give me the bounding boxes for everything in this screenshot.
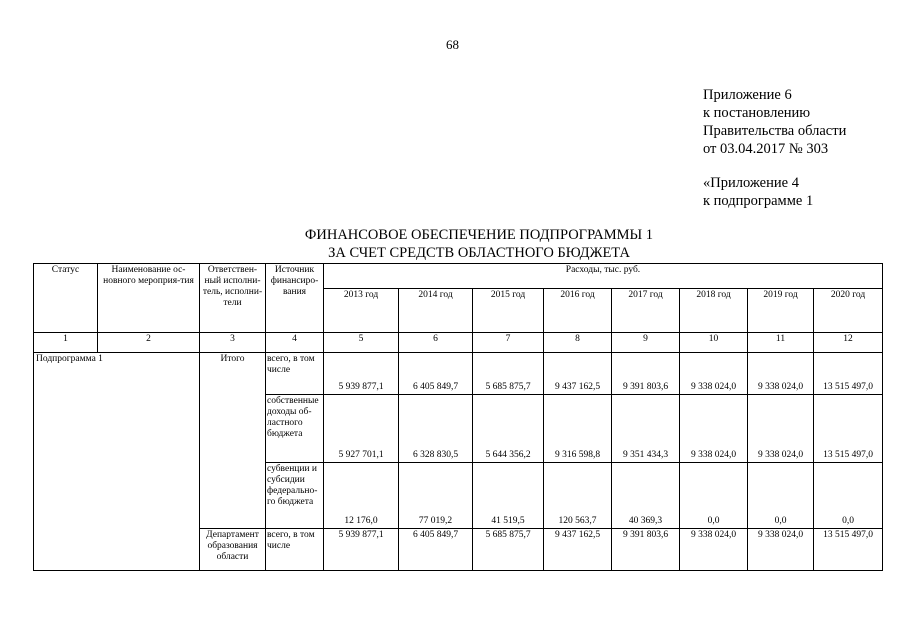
value-cell: 5 939 877,1 — [324, 353, 399, 395]
title-line: ФИНАНСОВОЕ ОБЕСПЕЧЕНИЕ ПОДПРОГРАММЫ 1 — [304, 227, 654, 243]
value-cell: 9 437 162,5 — [544, 353, 612, 395]
header-row — [34, 264, 883, 289]
column-number: 2 — [98, 333, 200, 353]
value-cell: 0,0 — [814, 463, 883, 529]
value-cell: 13 515 497,0 — [814, 529, 883, 571]
executor-cell: Департамент образования области — [200, 529, 266, 571]
appendix-line: от 03.04.2017 № 303 — [703, 141, 829, 157]
column-number-row — [34, 333, 883, 353]
header-executor: Ответствен-ный исполни-тель, исполни-тели — [200, 264, 266, 333]
source-cell: собственные доходы об-ластного бюджета — [266, 395, 324, 463]
spacer — [703, 158, 846, 174]
header-year: 2020 год — [814, 289, 883, 333]
column-number: 4 — [266, 333, 324, 353]
value-cell: 6 405 849,7 — [399, 353, 473, 395]
page-number: 68 — [446, 37, 459, 52]
value-cell: 6 328 830,5 — [399, 395, 473, 463]
appendix-line: «Приложение 4 — [703, 175, 799, 191]
value-cell: 0,0 — [680, 463, 748, 529]
table-row — [34, 353, 883, 395]
value-cell: 12 176,0 — [324, 463, 399, 529]
value-cell: 9 391 803,6 — [612, 529, 680, 571]
value-cell: 9 351 434,3 — [612, 395, 680, 463]
value-cell: 9 338 024,0 — [748, 395, 814, 463]
appendix-line: Приложение 6 — [703, 87, 792, 103]
value-cell: 13 515 497,0 — [814, 353, 883, 395]
column-number: 7 — [473, 333, 544, 353]
value-cell: 5 685 875,7 — [473, 353, 544, 395]
source-cell: всего, в том числе — [266, 529, 324, 571]
value-cell: 5 644 356,2 — [473, 395, 544, 463]
column-number: 11 — [748, 333, 814, 353]
column-number: 5 — [324, 333, 399, 353]
value-cell: 13 515 497,0 — [814, 395, 883, 463]
header-year: 2016 год — [544, 289, 612, 333]
value-cell: 0,0 — [748, 463, 814, 529]
header-year: 2019 год — [748, 289, 814, 333]
value-cell: 9 437 162,5 — [544, 529, 612, 571]
value-cell: 9 338 024,0 — [748, 353, 814, 395]
value-cell: 9 338 024,0 — [680, 529, 748, 571]
executor-cell: Итого — [200, 353, 266, 529]
header-year: 2017 год — [612, 289, 680, 333]
source-cell: субвенции и субсидии федерально-го бюджета — [266, 463, 324, 529]
header-year: 2018 год — [680, 289, 748, 333]
header-activity: Наименование ос-новного мероприя-тия — [98, 264, 200, 333]
header-year: 2015 год — [473, 289, 544, 333]
source-cell: всего, в том числе — [266, 353, 324, 395]
value-cell: 77 019,2 — [399, 463, 473, 529]
value-cell: 5 927 701,1 — [324, 395, 399, 463]
finance-table — [33, 263, 883, 571]
value-cell: 41 519,5 — [473, 463, 544, 529]
column-number: 3 — [200, 333, 266, 353]
column-number: 6 — [399, 333, 473, 353]
column-number: 10 — [680, 333, 748, 353]
appendix-block — [703, 86, 846, 210]
value-cell: 9 338 024,0 — [680, 353, 748, 395]
value-cell: 9 338 024,0 — [748, 529, 814, 571]
header-status: Статус — [34, 264, 98, 333]
value-cell: 6 405 849,7 — [399, 529, 473, 571]
column-number: 1 — [34, 333, 98, 353]
header-source: Источник финансиро-вания — [266, 264, 324, 333]
value-cell: 9 391 803,6 — [612, 353, 680, 395]
appendix-line: к постановлению — [703, 105, 811, 121]
header-year: 2013 год — [324, 289, 399, 333]
value-cell: 5 939 877,1 — [324, 529, 399, 571]
subprogram-cell: Подпрограмма 1 — [34, 353, 200, 571]
value-cell: 9 338 024,0 — [680, 395, 748, 463]
document-title — [0, 226, 905, 262]
title-line: ЗА СЧЕТ СРЕДСТВ ОБЛАСТНОГО БЮДЖЕТА — [328, 245, 630, 261]
column-number: 9 — [612, 333, 680, 353]
header-year: 2014 год — [399, 289, 473, 333]
header-expenses: Расходы, тыс. руб. — [324, 264, 883, 289]
value-cell: 120 563,7 — [544, 463, 612, 529]
column-number: 8 — [544, 333, 612, 353]
value-cell: 40 369,3 — [612, 463, 680, 529]
appendix-line: Правительства области — [703, 123, 847, 139]
value-cell: 5 685 875,7 — [473, 529, 544, 571]
appendix-line: к подпрограмме 1 — [703, 193, 814, 209]
value-cell: 9 316 598,8 — [544, 395, 612, 463]
column-number: 12 — [814, 333, 883, 353]
